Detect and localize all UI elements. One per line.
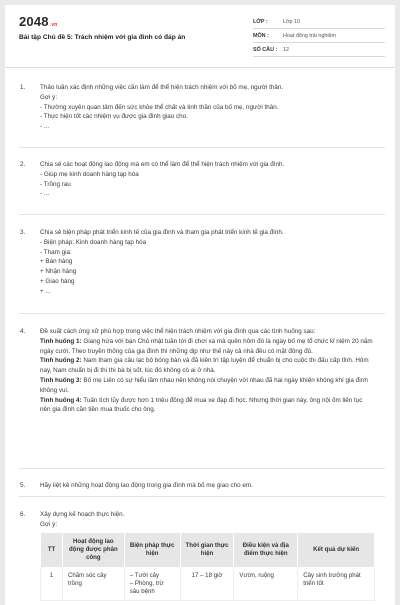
header-divider: [5, 67, 395, 68]
answer-line: - Biện pháp: Kinh doanh hàng tạp hóa: [40, 238, 147, 246]
table-header: Hoạt động lao động được phân công: [62, 532, 124, 567]
meta-value: 12: [283, 46, 289, 53]
answer-line: + Giao hàng: [40, 277, 75, 285]
situation-item: [40, 396, 373, 416]
table-header: Thời gian thực hiện: [180, 532, 234, 567]
divider: [19, 468, 385, 469]
question-number: 2.: [20, 161, 26, 168]
question-body: [40, 160, 373, 199]
meta-label: MÔN :: [253, 32, 269, 39]
question-number: 5.: [20, 482, 26, 489]
question-text: Thảo luận xác định những việc cần làm để thể hiện trách nhiệm với bố mẹ, người thân.: [40, 84, 284, 91]
situation-text: Nam tham gia câu lạc bộ bóng bàn và đã kiên trì tập luyện để chuẩn bị cho cuộc thi đấu cấp tỉnh. Hôm nay, Nam chuẩn bị đi thi thì bà bị sốt, lúc đó không có ai ở nhà.: [40, 357, 369, 375]
table-cell: 1: [41, 567, 63, 600]
meta-info: [253, 15, 385, 57]
question-body: [40, 228, 373, 297]
table-cell: Chăm sóc cây trồng: [62, 567, 124, 600]
answer-line: + ...: [40, 287, 51, 295]
logo-text: 2048: [19, 14, 49, 29]
table-header: Kết quả dự kiến: [298, 532, 375, 567]
question-number: 3.: [20, 229, 26, 236]
question-number: 1.: [20, 84, 26, 91]
answer-line: - Giúp mẹ kinh doanh hàng tạp hóa: [40, 170, 139, 178]
answer-line: - Tham gia:: [40, 248, 72, 256]
answer-line: - Thực hiện tốt các nhiệm vụ được gia đình giao cho.: [40, 113, 188, 121]
answer-line: - ...: [40, 123, 50, 131]
question-text: Chia sẻ các hoạt động lao động mà em có thể làm để thể hiện trách nhiệm với gia đình.: [40, 161, 285, 168]
table-cell: Cây sinh trưởng phát triển tốt: [298, 567, 375, 600]
meta-row-subject: [253, 29, 385, 43]
situation-label: Tình huống 2:: [40, 357, 82, 365]
divider: [19, 214, 385, 215]
meta-row-count: [253, 43, 385, 57]
header: [5, 5, 395, 63]
situation-label: Tình huống 3:: [40, 376, 82, 384]
plan-table: [40, 532, 375, 601]
answer-line: Gợi ý:: [40, 93, 58, 101]
answer-line: - Trồng rau: [40, 180, 71, 188]
document-page: [5, 5, 395, 605]
question-body: [40, 83, 373, 132]
question-text: Chia sẻ biện pháp phát triển kinh tế của gia đình và tham gia phát triển kinh tế gia đình.: [40, 229, 284, 236]
question-text: Đề xuất cách ứng xử phù hợp trong việc thể hiện trách nhiệm với gia đình qua các tình huống sau:: [40, 328, 316, 335]
question-text: Hãy liệt kê những hoạt động lao động trong gia đình mà bố mẹ giao cho em.: [40, 482, 253, 489]
situation-text: Tuấn tích lũy được hơn 1 triệu đồng để mua xe đạp đi học. Nhưng thời gian này, ông nội ốm liên tục nên gia đình cần tiền mua thuốc cho ông.: [40, 396, 363, 414]
question-number: 4.: [20, 328, 26, 335]
meta-value: Hoạt động trải nghiệm: [283, 32, 337, 39]
divider: [19, 147, 385, 148]
situation-text: Giang hứa với bạn Chủ nhật tuần tới đi chơi xa mà quên hôm đó là ngày bố mẹ tổ chức kỉ niệm 20 năm ngày cưới. Theo truyền thống của gia đình thì những dịp như thế này cả nhà đều có mặt đông đủ.: [40, 337, 373, 355]
question-body: [40, 327, 373, 415]
table-header: TT: [41, 532, 63, 567]
meta-label: SỐ CÂU :: [253, 46, 278, 53]
answer-line: - ...: [40, 190, 50, 198]
table-header: Điều kiện và địa điểm thực hiện: [234, 532, 298, 567]
answer-line: Gợi ý:: [40, 520, 58, 528]
table-header: Biện pháp thực hiện: [124, 532, 180, 567]
table-cell: 17 – 18 giờ: [180, 567, 234, 600]
table-cell: – Tưới cây – Phòng, trừ sâu bệnh: [124, 567, 180, 600]
table-header-row: [41, 532, 375, 567]
page-title: Bài tập Chủ đề 5: Trách nhiệm với gia đình có đáp án: [19, 34, 186, 41]
situation-label: Tình huống 4:: [40, 396, 82, 404]
question-number: 6.: [20, 511, 26, 518]
meta-row-class: [253, 15, 385, 29]
situation-item: [40, 356, 373, 376]
answer-line: + Bán hàng: [40, 258, 73, 266]
answer-line: + Nhận hàng: [40, 268, 77, 276]
site-logo[interactable]: [19, 14, 58, 29]
answer-line: - Thường xuyên quan tâm đến sức khỏe thể chất và tinh thần của bố mẹ, người thân.: [40, 103, 279, 111]
logo-suffix: .vn: [49, 22, 58, 28]
meta-label: LỚP :: [253, 18, 268, 25]
table-row: [41, 567, 375, 600]
situation-item: [40, 337, 373, 357]
question-text: Xây dựng kế hoạch thực hiện.: [40, 511, 125, 518]
question-body: [40, 510, 373, 601]
divider: [19, 496, 385, 497]
situation-item: [40, 376, 373, 396]
question-body: [40, 481, 373, 491]
divider: [19, 313, 385, 314]
meta-value: Lớp 10: [283, 18, 301, 25]
situation-text: Bố mẹ Liên có sự hiểu lầm nhau nên không nói chuyện với nhau đã hai ngày khiến không khí gia đình không vui.: [40, 376, 368, 394]
table-cell: Vườn, ruộng: [234, 567, 298, 600]
situation-label: Tình huống 1:: [40, 337, 82, 345]
